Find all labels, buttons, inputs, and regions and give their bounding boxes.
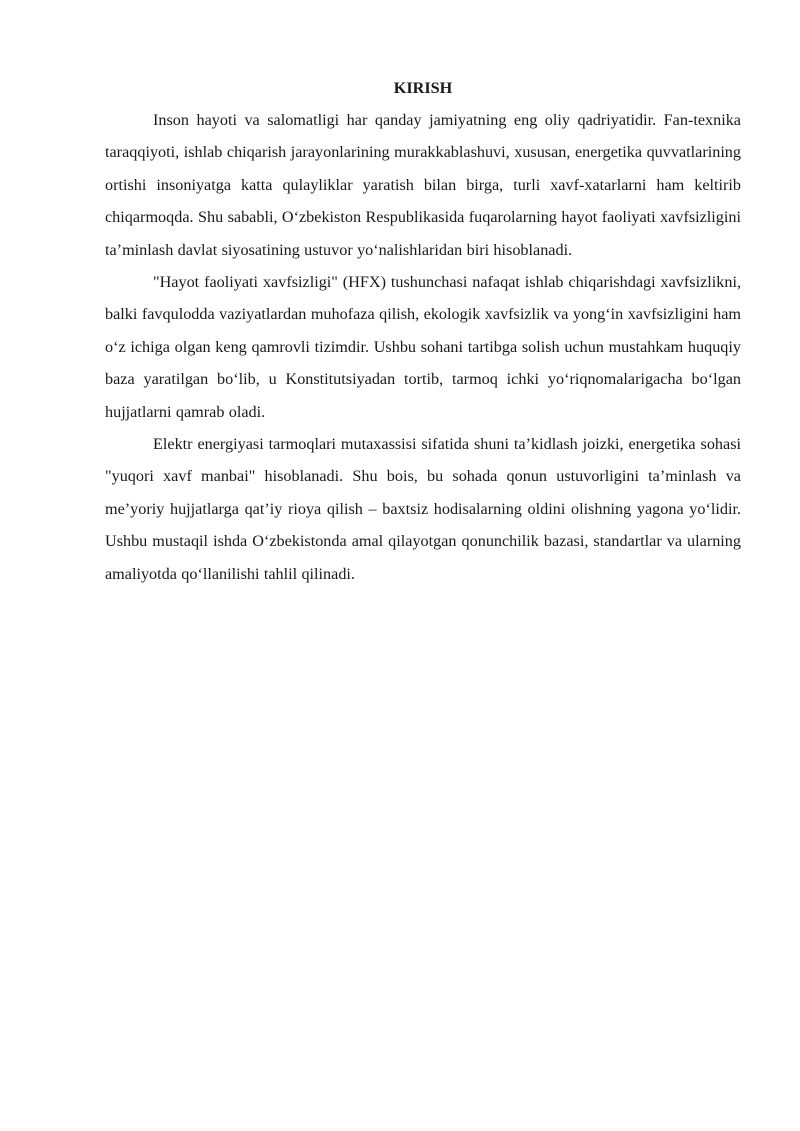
paragraph-3: Elektr energiyasi tarmoqlari mutaxassisi sifatida shuni ta’kidlash joizki, energetika sohasi "yuqori xavf manbai" hisoblanadi. Shu bois, bu sohada qonun ustuvorligini ta’minlash va me’yoriy hujjatlarga qat’iy rioya qilish – baxtsiz hodisalarning oldini olishning yagona yo‘lidir. Ushbu mustaqil ishda O‘zbekistonda amal qilayotgan qonunchilik bazasi, standartlar va ularning amaliyotda qo‘llanilishi tahlil qilinadi. — [105, 435, 741, 583]
paragraph-2: "Hayot faoliyati xavfsizligi" (HFX) tushunchasi nafaqat ishlab chiqarishdagi xavfsizlikni, balki favqulodda vaziyatlardan muhofaza qilish, ekologik xavfsizlik va yong‘in xavfsizligini ham o‘z ichiga olgan keng qamrovli tizimdir. Ushbu sohani tartibga solish uchun mustahkam huquqiy baza yaratilgan bo‘lib, u Konstitutsiyadan tortib, tarmoq ichki yo‘riqnomalarigacha bo‘lgan hujjatlarni qamrab oladi. — [105, 273, 741, 421]
paragraph-1: Inson hayoti va salomatligi har qanday jamiyatning eng oliy qadriyatidir. Fan-texnika taraqqiyoti, ishlab chiqarish jarayonlarining murakkablashuvi, xususan, energetika quvvatlarining ortishi insoniyatga katta qulayliklar yaratish bilan birga, turli xavf-xatarlarni ham keltirib chiqarmoqda. Shu sababli, O‘zbekiston Respublikasida fuqarolarning hayot faoliyati xavfsizligini ta’minlash davlat siyosatining ustuvor yo‘nalishlaridan biri hisoblanadi. — [105, 111, 741, 259]
document-content — [105, 76, 741, 590]
section-title: KIRISH — [393, 79, 453, 97]
